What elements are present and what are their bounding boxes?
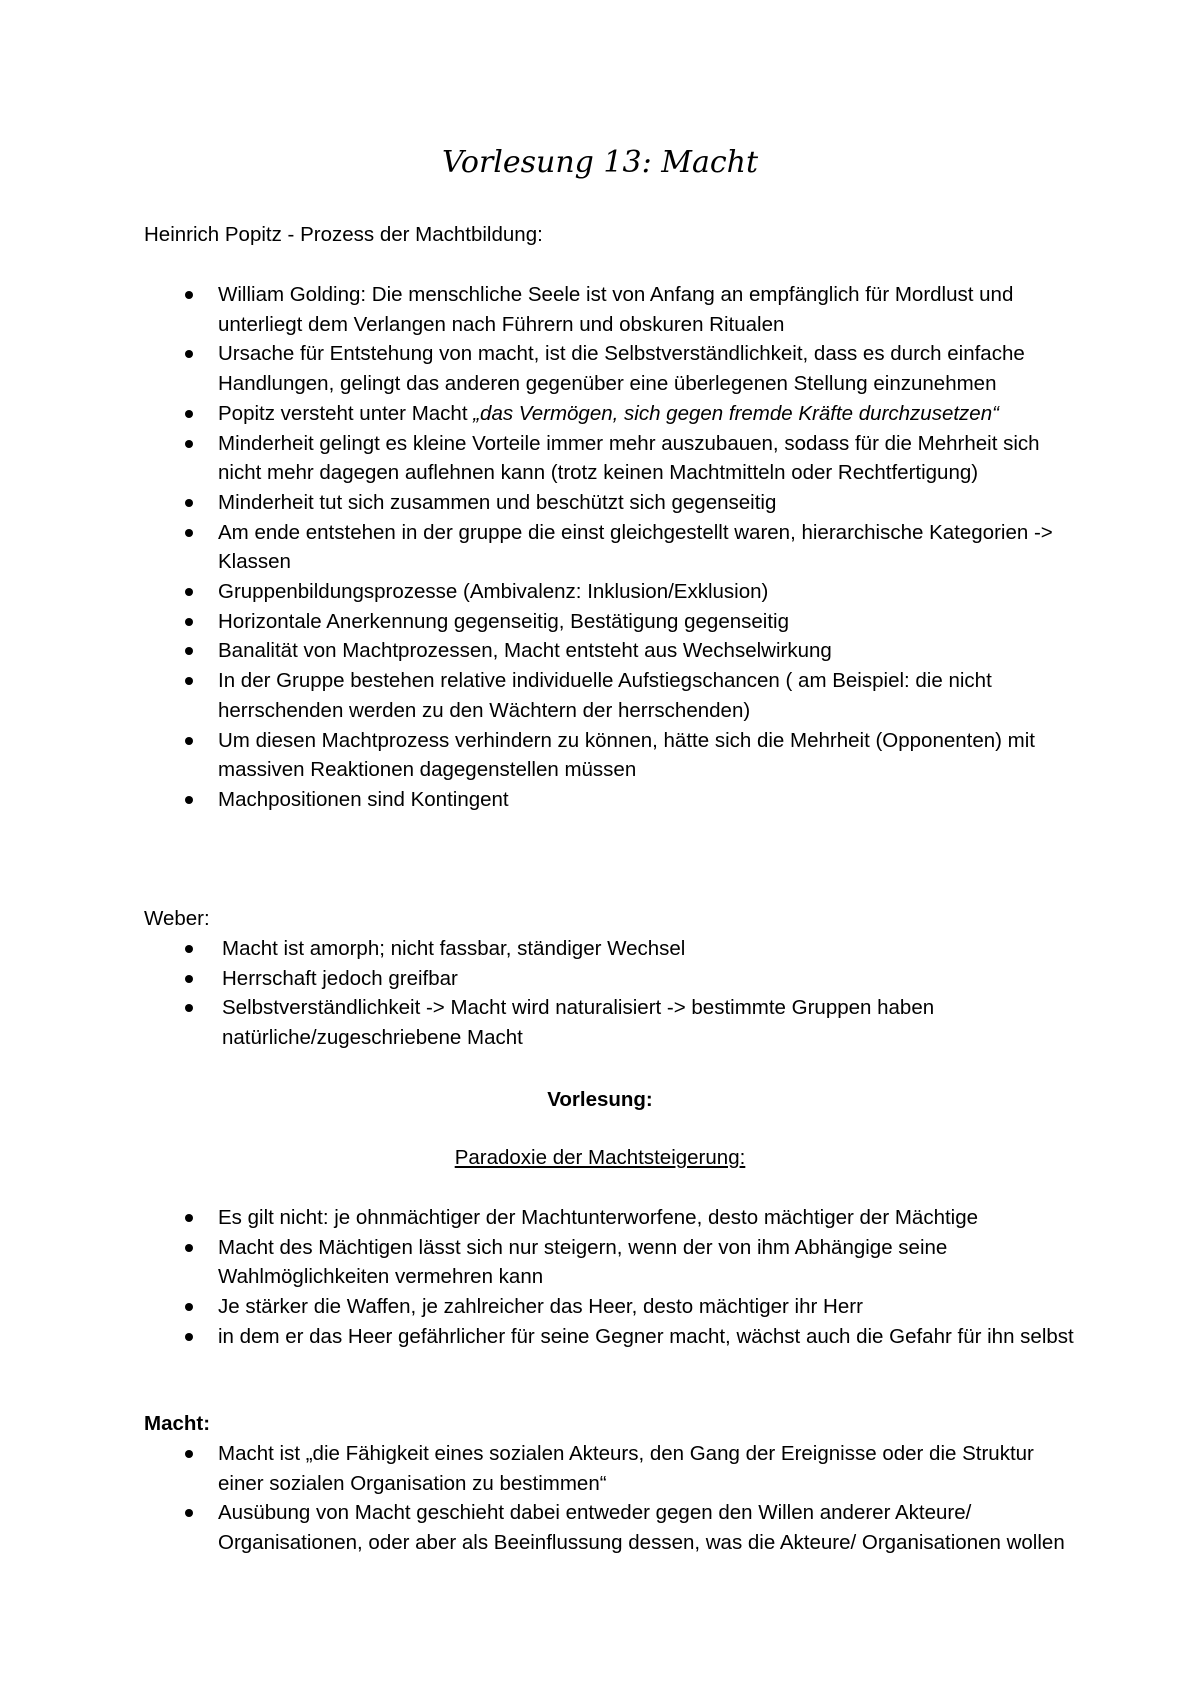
list-item: Minderheit gelingt es kleine Vorteile immer mehr auszubauen, sodass für die Mehrheit sich nicht mehr dagegen auflehnen kann (trotz keinen Machtmitteln oder Rechtfertigung) (0, 429, 1078, 488)
list-item-text: Popitz versteht unter Macht (218, 401, 474, 425)
list-item (0, 399, 1078, 429)
page-title: Vorlesung 13: Macht (441, 145, 759, 180)
popitz-quote: „das Vermögen, sich gegen fremde Kräfte durchzusetzen“ (473, 401, 999, 425)
list-item: Machpositionen sind Kontingent (0, 785, 1078, 815)
macht-bullet-list (0, 1439, 1078, 1558)
list-item: Horizontale Anerkennung gegenseitig, Bestätigung gegenseitig (0, 607, 1078, 637)
list-item: in dem er das Heer gefährlicher für seine Gegner macht, wächst auch die Gefahr für ihn selbst (0, 1322, 1078, 1352)
list-item: Macht des Mächtigen lässt sich nur steigern, wenn der von ihm Abhängige seine Wahlmöglichkeiten vermehren kann (0, 1233, 1078, 1292)
list-item: Am ende entstehen in der gruppe die einst gleichgestellt waren, hierarchische Kategorien -> Klassen (0, 518, 1078, 577)
list-item: Selbstverständlichkeit -> Macht wird naturalisiert -> bestimmte Gruppen haben natürliche/zugeschriebene Macht (0, 993, 1082, 1052)
section-subheading-paradoxie: Paradoxie der Machtsteigerung: (454, 1146, 746, 1169)
list-item: William Golding: Die menschliche Seele ist von Anfang an empfänglich für Mordlust und unterliegt dem Verlangen nach Führern und obskuren Ritualen (0, 280, 1078, 339)
weber-bullet-list (0, 934, 1082, 1053)
list-item: Ausübung von Macht geschieht dabei entweder gegen den Willen anderer Akteure/ Organisationen, oder aber als Beeinflussung dessen, was die Akteure/ Organisationen wollen (0, 1498, 1078, 1557)
list-item: Herrschaft jedoch greifbar (0, 964, 1082, 994)
list-item: Banalität von Machtprozessen, Macht entsteht aus Wechselwirkung (0, 636, 1078, 666)
popitz-bullet-list (0, 280, 1078, 815)
list-item: Ursache für Entstehung von macht, ist die Selbstverständlichkeit, dass es durch einfache Handlungen, gelingt das anderen gegenüber eine überlegenen Stellung einzunehmen (0, 339, 1078, 398)
list-item: Macht ist „die Fähigkeit eines sozialen Akteurs, den Gang der Ereignisse oder die Struktur einer sozialen Organisation zu bestimmen“ (0, 1439, 1078, 1498)
list-item: Gruppenbildungsprozesse (Ambivalenz: Inklusion/Exklusion) (0, 577, 1078, 607)
section-heading-vorlesung: Vorlesung: (547, 1088, 653, 1111)
list-item: Um diesen Machtprozess verhindern zu können, hätte sich die Mehrheit (Opponenten) mit massiven Reaktionen dagegenstellen müssen (0, 726, 1078, 785)
section-heading-macht: Macht: (144, 1412, 211, 1435)
list-item: Je stärker die Waffen, je zahlreicher das Heer, desto mächtiger ihr Herr (0, 1292, 1078, 1322)
list-item: Es gilt nicht: je ohnmächtiger der Machtunterworfene, desto mächtiger der Mächtige (0, 1203, 1078, 1233)
list-item: In der Gruppe bestehen relative individuelle Aufstiegschancen ( am Beispiel: die nicht herrschenden werden zu den Wächtern der herrschenden) (0, 666, 1078, 725)
section-heading-weber: Weber: (144, 907, 210, 930)
list-item: Macht ist amorph; nicht fassbar, ständiger Wechsel (0, 934, 1082, 964)
paradoxie-bullet-list (0, 1203, 1078, 1352)
section-heading-popitz: Heinrich Popitz - Prozess der Machtbildung: (144, 223, 543, 246)
list-item: Minderheit tut sich zusammen und beschützt sich gegenseitig (0, 488, 1078, 518)
